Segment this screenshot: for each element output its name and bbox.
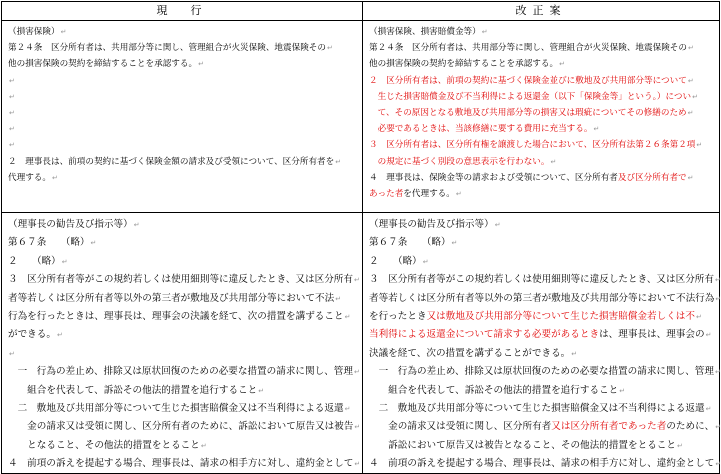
text-segment: ３ 区分所有者等がこの規約若しくは使用細則等に違反したとき、又は区分所有 <box>369 274 714 286</box>
article-67-row <box>2 213 720 474</box>
text-segment: 訴訟において原告又は被告となること、その他法的措置をとること <box>369 439 676 451</box>
amended-text: 当利得による返還金について請求する必要があるとき <box>369 329 600 341</box>
text-segment: 第６７条 （略） <box>8 237 90 249</box>
text-line <box>8 308 358 326</box>
text-line <box>8 326 358 344</box>
text-line <box>369 290 721 308</box>
text-line <box>8 418 361 436</box>
text-line <box>369 308 715 326</box>
article-67-proposed-text <box>363 213 719 473</box>
text-segment: （理事長の勧告及び指示等） <box>369 219 494 230</box>
paragraph-mark-icon: ↵ <box>422 257 429 266</box>
text-line <box>369 216 715 234</box>
text-line <box>8 56 358 72</box>
paragraph-mark-icon: ↵ <box>705 331 712 340</box>
article-67-proposed-cell <box>363 213 720 474</box>
paragraph-mark-icon: ↵ <box>687 173 694 182</box>
text-segment: 二 敷地及び共用部分等について生じた損害賠償金又は不当利得による返還 <box>8 402 344 414</box>
text-segment: ４ 前項の訴えを提起する場合、理事長は、請求の相手方に対し、違約金として <box>8 458 354 470</box>
paragraph-mark-icon: ↵ <box>687 108 694 117</box>
text-line <box>369 186 715 202</box>
paragraph-mark-icon: ↵ <box>61 257 68 266</box>
article-24-row <box>2 21 720 213</box>
text-segment: （損害保険、損害賠償金等） <box>369 27 481 37</box>
text-segment: 者等若しくは区分所有者等以外の第三者が敷地及び共用部分等において不法 <box>8 292 335 304</box>
text-segment: 行為を行ったときは、理事長は、理事会の決議を経て、次の措置を講ずること <box>8 310 344 322</box>
text-line <box>369 326 715 344</box>
paragraph-mark-icon: ↵ <box>90 239 97 248</box>
text-line <box>8 271 358 289</box>
text-line <box>8 455 361 473</box>
text-line <box>8 105 358 121</box>
amended-text: あった者 <box>369 188 404 199</box>
text-segment: 決議を経て、次の措置を講ずることができる。 <box>369 347 571 359</box>
text-segment: ４ 前項の訴えを提起する場合、理事長は、請求の相手方に対し、違約金として <box>369 458 715 470</box>
text-line <box>369 437 715 455</box>
paragraph-mark-icon: ↵ <box>9 76 15 85</box>
paragraph-mark-icon: ↵ <box>60 28 67 36</box>
text-line <box>369 170 715 186</box>
text-line <box>369 56 715 72</box>
text-line <box>369 400 715 418</box>
paragraph-mark-icon: ↵ <box>326 44 333 53</box>
paragraph-mark-icon: ↵ <box>200 441 207 450</box>
paragraph-mark-icon: ↵ <box>51 173 58 182</box>
paragraph-mark-icon: ↵ <box>619 386 626 395</box>
article-67-current-cell <box>2 213 363 474</box>
paragraph-mark-icon: ↵ <box>481 28 488 36</box>
paragraph-mark-icon: ↵ <box>455 189 462 198</box>
paragraph-mark-icon: ↵ <box>354 460 361 469</box>
amended-text: 又は敷地及び共用部分等について生じた損害賠償金若しくは不 <box>426 310 695 322</box>
text-line <box>369 40 715 56</box>
paragraph-mark-icon: ↵ <box>198 60 204 69</box>
text-segment: 者等若しくは区分所有者等以外の第三者が敷地及び共用部分等において不法行為 <box>369 292 715 304</box>
paragraph-mark-icon: ↵ <box>715 294 721 303</box>
header-current: 現 行 <box>2 2 363 21</box>
paragraph-mark-icon: ↵ <box>354 368 360 377</box>
text-line <box>8 290 358 308</box>
paragraph-mark-icon: ↵ <box>494 221 501 229</box>
paragraph-mark-icon: ↵ <box>56 331 63 340</box>
paragraph-mark-icon: ↵ <box>559 60 565 69</box>
article-24-current-cell <box>2 21 363 213</box>
amended-text: 及び区分所有者で <box>617 172 687 183</box>
text-segment: ができる。 <box>8 329 56 341</box>
paragraph-mark-icon: ↵ <box>9 349 15 358</box>
paragraph-mark-icon: ↵ <box>696 312 702 321</box>
text-segment: 他の損害保険の契約を締結することを承認する。 <box>369 59 559 70</box>
amended-text: の規定に基づく別段の意思表示を行わない。 <box>369 156 550 167</box>
text-line <box>369 455 721 473</box>
paragraph-mark-icon: ↵ <box>354 423 361 432</box>
text-line <box>369 271 721 289</box>
text-line <box>8 400 358 418</box>
paragraph-mark-icon: ↵ <box>344 312 351 321</box>
article-24-current-text <box>2 21 362 186</box>
text-line <box>8 24 358 40</box>
amended-text: ３ 区分所有者は、区分所有権を譲渡した場合において、区分所有法第２６条第２項 <box>369 140 696 151</box>
text-segment: 第６７条 （略） <box>369 237 451 249</box>
paragraph-mark-icon: ↵ <box>677 441 683 450</box>
paragraph-mark-icon: ↵ <box>9 108 15 117</box>
amended-text: ２ 区分所有者は、前項の契約に基づく保険金並びに敷地及び共用部分等について <box>369 75 687 86</box>
paragraph-mark-icon: ↵ <box>715 423 721 432</box>
text-segment: 組合を代表して、訴訟その他法的措置を追行すること <box>369 384 619 396</box>
text-line <box>8 121 358 137</box>
text-line <box>8 216 358 234</box>
header-row <box>2 2 720 21</box>
amended-text: 生じた損害賠償金及び不当利得による返還金（以下「保険金等」という。）につい <box>369 91 692 102</box>
text-segment: のために、 <box>666 421 715 433</box>
paragraph-mark-icon: ↵ <box>692 92 698 101</box>
text-line <box>369 418 721 436</box>
text-segment: は、理事長は、理事会の <box>599 329 705 341</box>
text-line <box>369 253 715 271</box>
text-line <box>8 382 358 400</box>
paragraph-mark-icon: ↵ <box>696 141 703 150</box>
text-line <box>369 137 715 153</box>
text-segment: ４ 理事長は、保険金等の請求および受領について、区分所有者 <box>369 172 618 183</box>
text-segment: 一 行為の差止め、排除又は原状回復のための必要な措置の請求に関し、管理 <box>8 366 353 378</box>
text-line <box>369 345 715 363</box>
text-line <box>8 234 358 252</box>
comparison-table <box>1 1 720 474</box>
text-segment: 二 敷地及び共用部分等について生じた損害賠償金又は不当利得による返還 <box>369 402 705 414</box>
paragraph-mark-icon: ↵ <box>344 404 351 413</box>
paragraph-mark-icon: ↵ <box>335 294 342 303</box>
paragraph-mark-icon: ↵ <box>593 125 600 134</box>
paragraph-mark-icon: ↵ <box>687 76 694 85</box>
text-line <box>369 382 715 400</box>
amended-text: 必要であるときは、当該修繕に要する費用に充当する。 <box>369 124 593 135</box>
paragraph-mark-icon: ↵ <box>258 386 265 395</box>
text-line <box>8 345 358 363</box>
paragraph-mark-icon: ↵ <box>715 460 721 469</box>
paragraph-mark-icon: ↵ <box>9 125 15 134</box>
text-line <box>8 363 358 381</box>
text-line <box>8 40 358 56</box>
paragraph-mark-icon: ↵ <box>451 239 458 248</box>
article-24-proposed-text <box>363 21 719 202</box>
article-24-proposed-cell <box>363 21 720 213</box>
paragraph-mark-icon: ↵ <box>335 157 342 166</box>
paragraph-mark-icon: ↵ <box>705 404 712 413</box>
text-line <box>369 121 715 137</box>
text-line <box>8 437 358 455</box>
article-67-current-text <box>2 213 362 473</box>
text-segment: を行ったとき <box>369 310 427 322</box>
text-segment: を代理する。 <box>403 188 455 199</box>
text-segment: 第２４条 区分所有者は、共用部分等に関し、管理組合が火災保険、地震保険その <box>8 43 326 54</box>
paragraph-mark-icon: ↵ <box>715 368 721 377</box>
text-segment: ２ （略） <box>369 255 422 267</box>
text-line <box>369 89 715 105</box>
paragraph-mark-icon: ↵ <box>571 349 578 358</box>
text-line <box>369 234 715 252</box>
amended-text: て、その原因となる敷地及び共用部分等の損害又は瑕疵についてその修繕のため <box>369 107 687 118</box>
text-segment: 金の請求又は受領に関し、区分所有者 <box>369 421 552 433</box>
paragraph-mark-icon: ↵ <box>354 276 360 285</box>
amended-text: 又は区分所有者であった者 <box>551 421 667 433</box>
text-segment: 代理する。 <box>8 172 51 183</box>
text-line <box>8 73 358 89</box>
text-line <box>8 137 358 153</box>
text-line <box>369 154 715 170</box>
text-segment: 他の損害保険の契約を締結することを承認する。 <box>8 59 198 70</box>
text-line <box>369 24 715 40</box>
text-line <box>8 154 358 170</box>
text-line <box>369 363 721 381</box>
paragraph-mark-icon: ↵ <box>9 141 15 150</box>
paragraph-mark-icon: ↵ <box>9 92 15 101</box>
text-line <box>369 73 715 89</box>
text-segment: となること、その他法的措置をとること <box>8 439 200 451</box>
text-line <box>8 89 358 105</box>
paragraph-mark-icon: ↵ <box>715 276 721 285</box>
text-line <box>8 170 358 186</box>
paragraph-mark-icon: ↵ <box>133 221 140 229</box>
text-segment: ３ 区分所有者等がこの規約若しくは使用細則等に違反したとき、又は区分所有 <box>8 274 353 286</box>
paragraph-mark-icon: ↵ <box>687 44 694 53</box>
text-segment: ２ 理事長は、前項の契約に基づく保険金額の請求及び受領について、区分所有者を <box>8 156 335 167</box>
text-segment: ２ （略） <box>8 255 61 267</box>
text-segment: 組合を代表して、訴訟その他法的措置を追行すること <box>8 384 258 396</box>
header-proposed: 改正案 <box>363 2 720 21</box>
text-line <box>369 105 715 121</box>
paragraph-mark-icon: ↵ <box>550 157 557 166</box>
text-line <box>8 253 358 271</box>
text-segment: 一 行為の差止め、排除又は原状回復のための必要な措置の請求に関し、管理 <box>369 366 714 378</box>
text-segment: 金の請求又は受領に関し、区分所有者のために、訴訟において原告又は被告 <box>8 421 354 433</box>
text-segment: 第２４条 区分所有者は、共用部分等に関し、管理組合が火災保険、地震保険その <box>369 43 687 54</box>
text-segment: （理事長の勧告及び指示等） <box>8 219 133 230</box>
text-segment: （損害保険） <box>8 27 60 37</box>
